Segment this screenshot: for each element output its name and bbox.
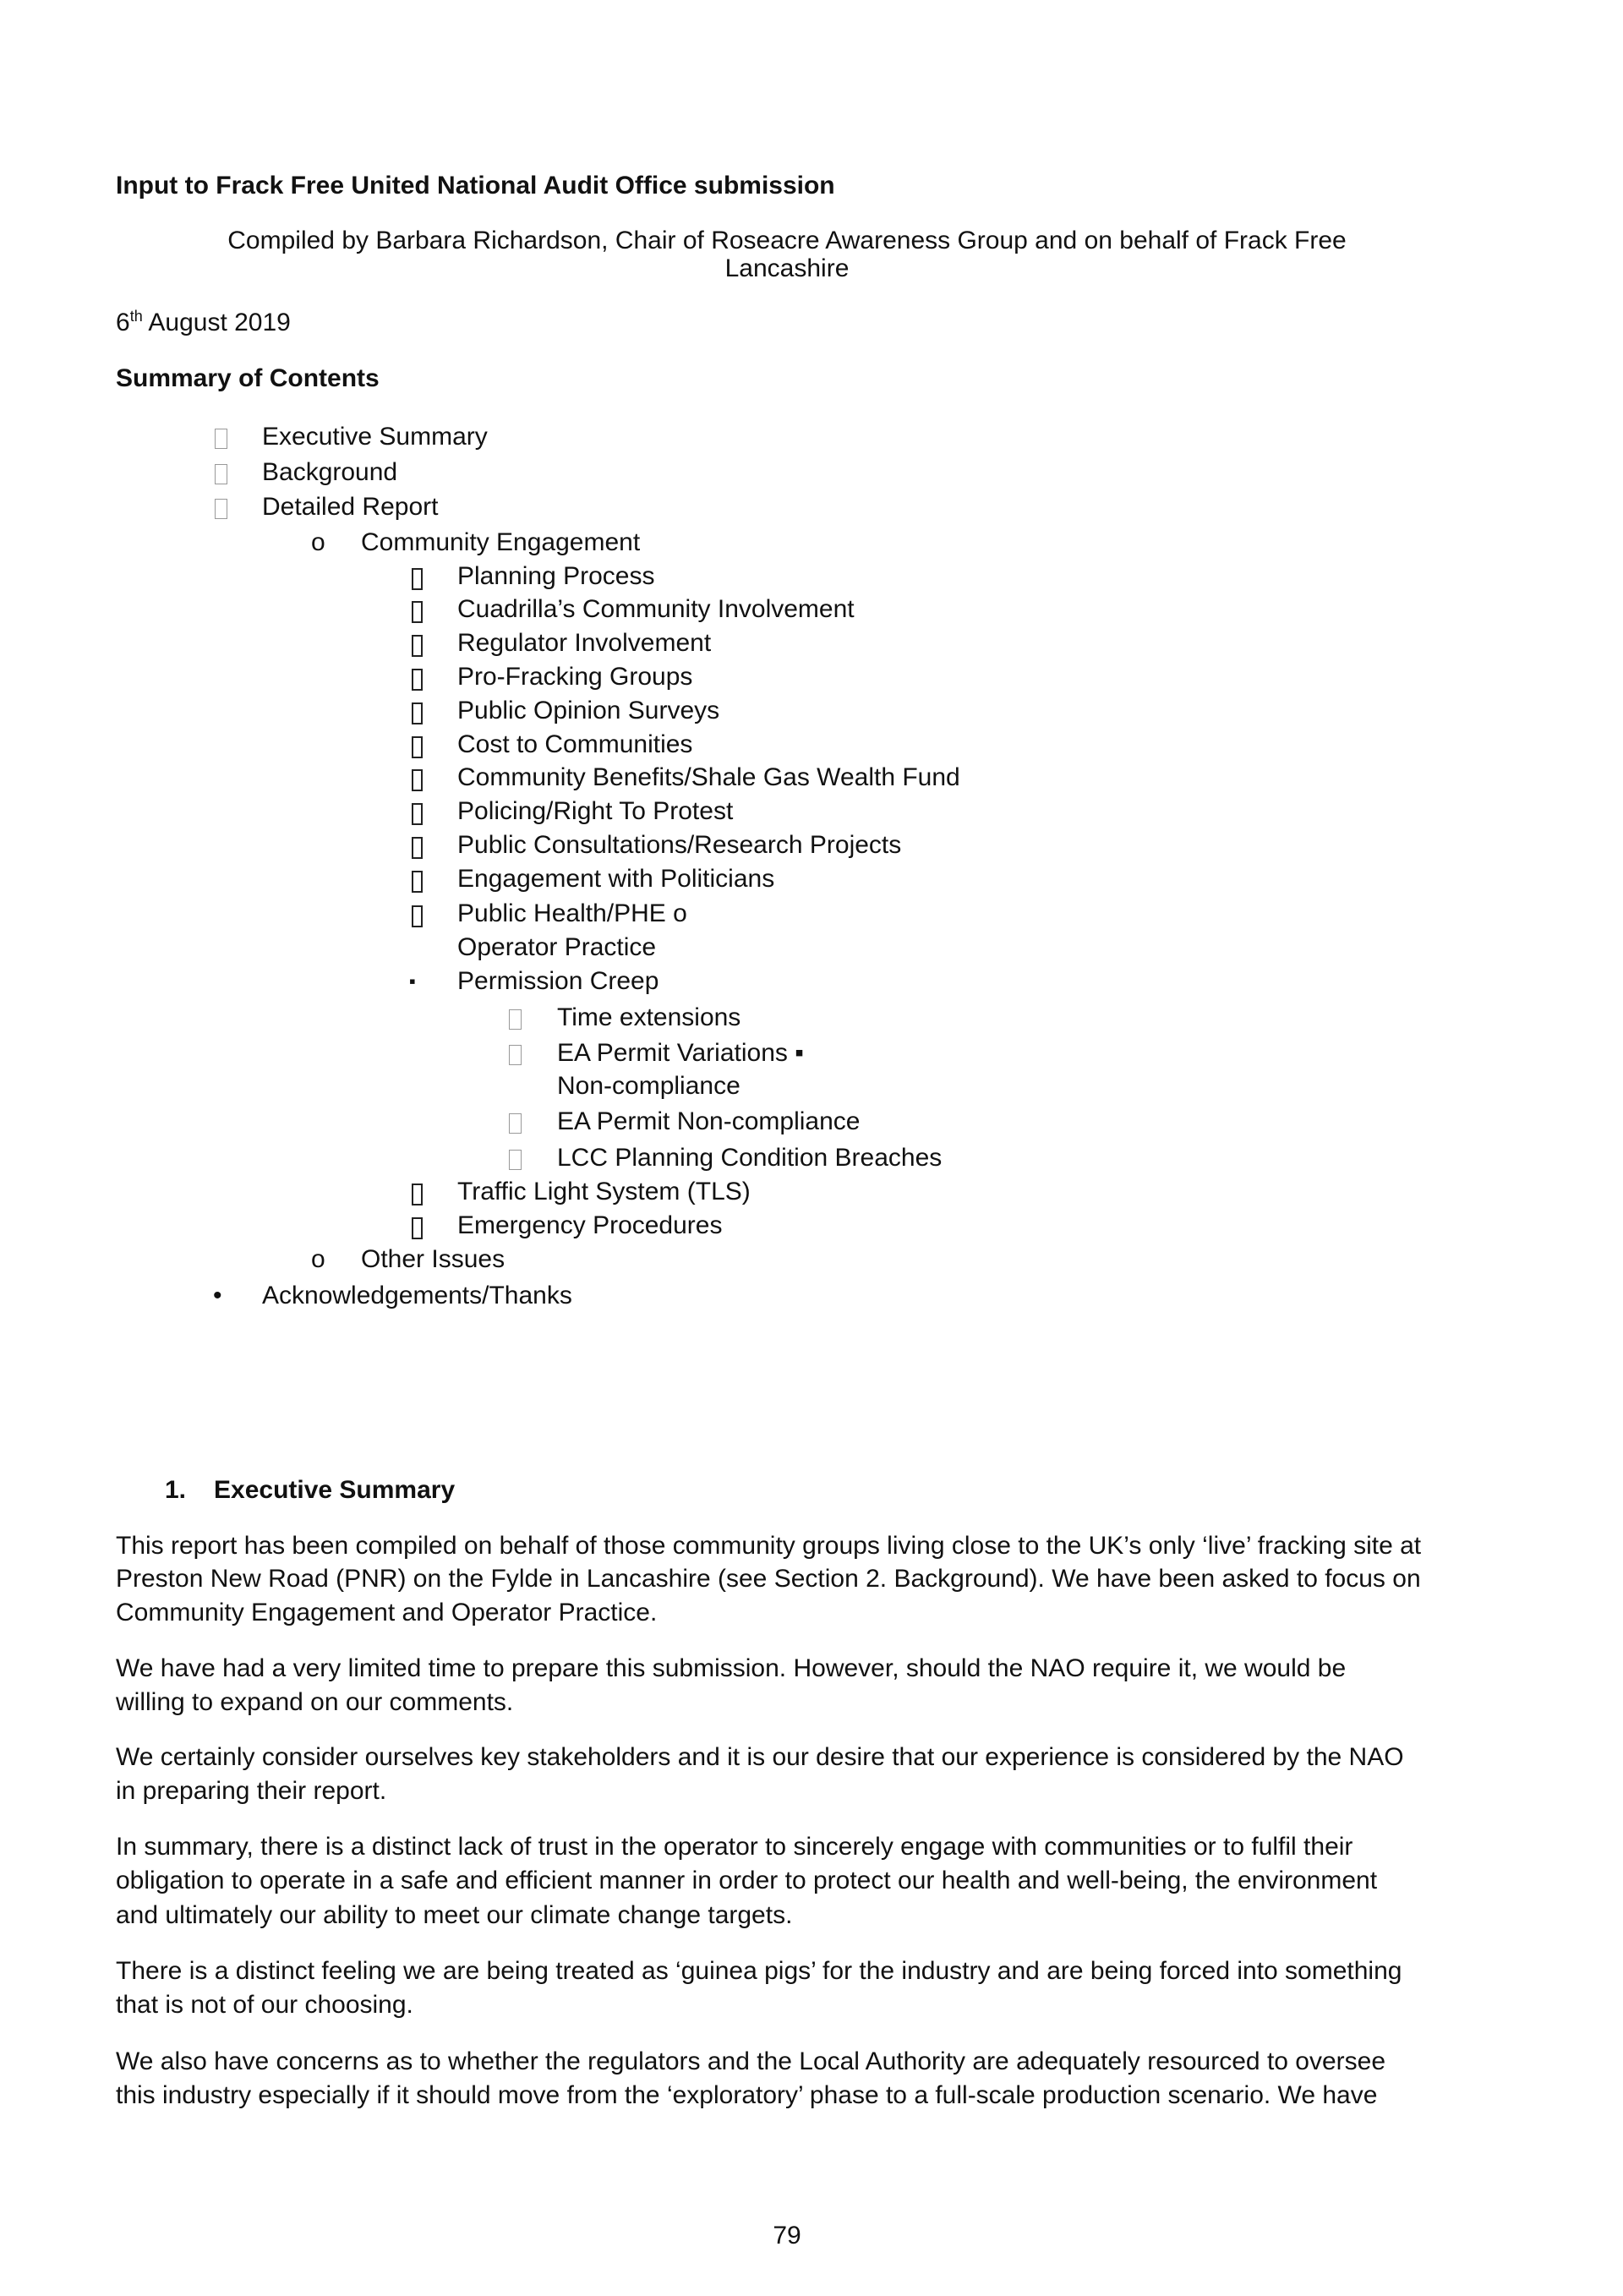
date-suffix: th [129, 308, 143, 325]
bullet-dot-icon: • [213, 1282, 222, 1309]
bullet-box-icon [215, 429, 227, 449]
bullet-square-icon: ▪ [409, 970, 416, 992]
toc-item-community-engagement: Community Engagement [361, 528, 641, 556]
toc-item-emergency: Emergency Procedures [457, 1211, 723, 1239]
bullet-box-icon [412, 702, 423, 724]
body-line: We also have concerns as to whether the regulators and the Local Authority are adequately resourced to oversee [116, 2047, 1386, 2075]
toc-item-time-extensions: Time extensions [557, 1003, 741, 1031]
toc-item-pro-fracking: Pro-Fracking Groups [457, 663, 693, 691]
bullet-box-icon [412, 1217, 423, 1239]
date-rest: August 2019 [142, 309, 291, 336]
document-date [116, 308, 291, 338]
body-line: obligation to operate in a safe and efficient manner in order to protect our health and well-being, the environment [116, 1867, 1378, 1894]
toc-item-public-opinion: Public Opinion Surveys [457, 697, 720, 724]
toc-item-public-consultations: Public Consultations/Research Projects [457, 831, 902, 859]
bullet-box-icon [215, 464, 227, 484]
toc-item-politicians: Engagement with Politicians [457, 865, 775, 893]
bullet-circle-icon: o [311, 1245, 325, 1273]
toc-item-executive-summary: Executive Summary [262, 423, 488, 451]
body-line: We have had a very limited time to prepare this submission. However, should the NAO require it, we would be [116, 1654, 1347, 1682]
toc-item-operator-practice: Operator Practice [457, 933, 657, 961]
bullet-box-icon [412, 635, 423, 657]
section-heading: Executive Summary [214, 1476, 456, 1504]
toc-item-ea-non-compliance: EA Permit Non-compliance [557, 1107, 861, 1135]
section-number: 1. [165, 1476, 187, 1504]
body-line: in preparing their report. [116, 1777, 387, 1805]
date-day: 6 [116, 309, 130, 336]
bullet-box-icon [215, 499, 227, 519]
document-title: Input to Frack Free United National Audit Office submission [116, 172, 835, 200]
toc-item-public-health: Public Health/PHE o [457, 899, 687, 927]
toc-item-cost: Cost to Communities [457, 730, 693, 758]
body-line: We certainly consider ourselves key stakeholders and it is our desire that our experience is considered by the NAO [116, 1743, 1404, 1771]
compiled-by-line-2: Lancashire [724, 254, 850, 282]
body-line: This report has been compiled on behalf of those community groups living close to the UK’s only ‘live’ fracking site at [116, 1532, 1422, 1560]
bullet-box-icon [412, 669, 423, 691]
toc-item-permission-creep: Permission Creep [457, 967, 659, 995]
toc-item-cuadrilla: Cuadrilla’s Community Involvement [457, 595, 855, 623]
toc-item-detailed-report: Detailed Report [262, 493, 439, 521]
contents-heading: Summary of Contents [116, 364, 380, 392]
body-line: willing to expand on our comments. [116, 1688, 514, 1716]
toc-item-ea-variations: EA Permit Variations ▪ [557, 1039, 804, 1067]
bullet-box-icon [509, 1113, 522, 1134]
toc-item-planning-process: Planning Process [457, 562, 655, 590]
bullet-box-icon [509, 1009, 522, 1030]
bullet-box-icon [412, 601, 423, 623]
toc-item-community-benefits: Community Benefits/Shale Gas Wealth Fund [457, 763, 960, 791]
bullet-box-icon [412, 803, 423, 825]
compiled-by-line-1: Compiled by Barbara Richardson, Chair of Roseacre Awareness Group and on behalf of Frack Free [227, 227, 1347, 254]
toc-item-other-issues: Other Issues [361, 1245, 505, 1273]
body-line: that is not of our choosing. [116, 1991, 413, 2019]
bullet-box-icon [412, 871, 423, 893]
page-number: 79 [773, 2222, 801, 2250]
body-line: and ultimately our ability to meet our climate change targets. [116, 1901, 793, 1929]
bullet-box-icon [412, 837, 423, 859]
bullet-circle-icon: o [311, 528, 325, 556]
bullet-box-icon [412, 1184, 423, 1205]
toc-item-acknowledgements: Acknowledgements/Thanks [262, 1282, 572, 1309]
bullet-box-icon [509, 1045, 522, 1065]
body-line: In summary, there is a distinct lack of trust in the operator to sincerely engage with communities or to fulfil their [116, 1833, 1353, 1861]
toc-item-background: Background [262, 458, 398, 486]
body-line: Preston New Road (PNR) on the Fylde in Lancashire (see Section 2. Background). We have been asked to focus on [116, 1565, 1421, 1593]
bullet-box-icon [412, 568, 423, 590]
body-line: Community Engagement and Operator Practice. [116, 1599, 658, 1626]
bullet-box-icon [412, 905, 423, 927]
bullet-box-icon [412, 769, 423, 791]
toc-item-regulator: Regulator Involvement [457, 629, 712, 657]
bullet-box-icon [509, 1150, 522, 1170]
toc-item-lcc-breaches: LCC Planning Condition Breaches [557, 1144, 943, 1172]
body-line: this industry especially if it should move from the ‘exploratory’ phase to a full-scale production scenario. We have [116, 2081, 1378, 2109]
toc-item-non-compliance: Non-compliance [557, 1072, 740, 1100]
toc-item-policing: Policing/Right To Protest [457, 797, 734, 825]
body-line: There is a distinct feeling we are being treated as ‘guinea pigs’ for the industry and are being forced into something [116, 1957, 1402, 1985]
bullet-box-icon [412, 736, 423, 758]
toc-item-tls: Traffic Light System (TLS) [457, 1178, 751, 1205]
